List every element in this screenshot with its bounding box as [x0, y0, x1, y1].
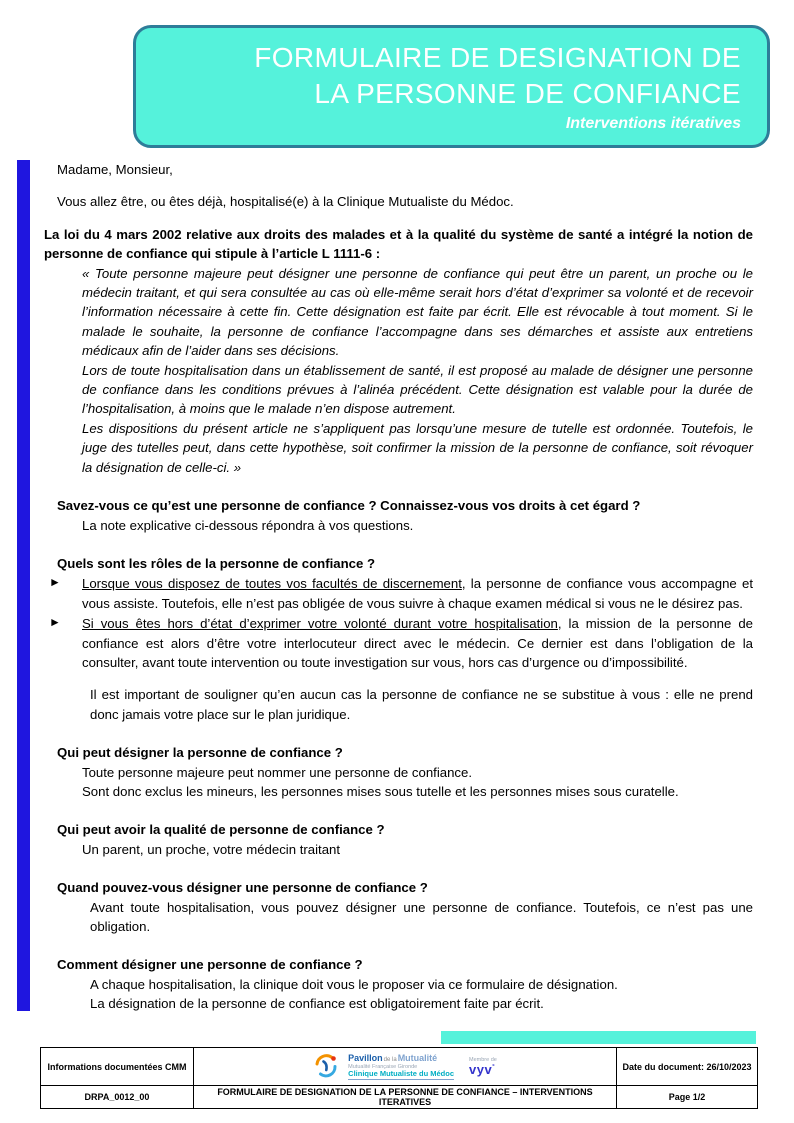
question-savez-heading: Savez-vous ce qu’est une personne de confiance ? Connaissez-vous vos droits à cet égard ?	[57, 498, 641, 514]
roles-bullet-1	[49, 574, 753, 613]
question-savez-answer: La note explicative ci-dessous répondra à vos questions.	[82, 517, 414, 533]
law-quote-paragraph-2: Lors de toute hospitalisation dans un établissement de santé, il est proposé au malade de désigner une personne de confiance dans les conditions prévues à l’alinéa précédent. Cette désignation est valable pour la durée de l’hospitalisation, à moins que le malade n’en dispose autrement.	[82, 362, 753, 417]
question-comment-answer-2: La désignation de la personne de confiance est obligatoirement faite par écrit.	[90, 996, 544, 1012]
roles-bullet-2-rest: , la mission de la personne de confiance est alors d’être votre interlocuteur direct avec le médecin. Ce dernier est dans l’obligation de la consulter, avant toute intervention ou toute investigation sur vous, hors cas d’urgence ou d’impossibilité.	[82, 616, 753, 670]
logo-line1-pavillon: Pavillon	[348, 1052, 383, 1063]
vyv-logo	[469, 1057, 497, 1076]
page-title-line1: FORMULAIRE DE DESIGNATION DE	[254, 42, 741, 73]
pavillon-mutualite-logo-icon	[313, 1053, 339, 1079]
logo-line2: Mutualité Française Gironde	[348, 1063, 418, 1070]
question-roles-heading: Quels sont les rôles de la personne de confiance ?	[57, 555, 376, 571]
roles-bullet-1-underlined: Lorsque vous disposez de toutes vos facultés de discernement	[82, 576, 462, 592]
triangle-bullet-icon: ►	[49, 575, 61, 590]
question-qualite-heading: Qui peut avoir la qualité de personne de confiance ?	[57, 822, 385, 838]
footer-table	[40, 1047, 758, 1109]
question-comment-answer-1: A chaque hospitalisation, la clinique doit vous le proposer via ce formulaire de désignation.	[90, 976, 618, 992]
footer-doc-ref-cell: DRPA_0012_00	[41, 1086, 194, 1109]
question-designer-answer-2: Sont donc exclus les mineurs, les personnes mises sous tutelle et les personnes mises sous curatelle.	[82, 783, 679, 799]
footer-page-number-cell: Page 1/2	[617, 1086, 758, 1109]
question-designer-answer-1: Toute personne majeure peut nommer une personne de confiance.	[82, 764, 473, 780]
header-banner	[133, 25, 770, 148]
vyv-wordmark: vyv	[469, 1061, 493, 1077]
footer-logo-cell	[194, 1048, 617, 1086]
question-quand-answer: Avant toute hospitalisation, vous pouvez désigner une personne de confiance. Toutefois, ce n’est pas une obligation.	[90, 899, 753, 934]
document-body	[44, 156, 753, 1014]
question-qualite-answer: Un parent, un proche, votre médecin traitant	[82, 841, 341, 857]
law-heading: La loi du 4 mars 2002 relative aux droits des malades et à la qualité du système de santé a intégré la notion de personne de confiance qui stipule à l’article L 1111-6 :	[44, 226, 753, 262]
clinic-logo	[196, 1053, 614, 1080]
left-margin-bar	[17, 160, 30, 1011]
question-designer-heading: Qui peut désigner la personne de confiance ?	[57, 745, 343, 761]
law-quote-paragraph-1: « Toute personne majeure peut désigner une personne de confiance qui peut être un parent, un proche ou le médecin traitant, et qui sera consultée au cas où elle-même serait hors d’état d’exprimer sa volonté et de recevoir l’information nécessaire à cette fin. Cette désignation est faite par écrit. Elle est révocable à tout moment. Si le malade le souhaite, la personne de confiance l’accompagne dans ses démarches et assiste aux entretiens médicaux afin de l’aider dans ses décisions.	[82, 265, 753, 359]
roles-bullet-2-underlined: Si vous êtes hors d’état d’exprimer votre volonté durant votre hospitalisation	[82, 616, 558, 632]
vyv-mark: °	[492, 1064, 496, 1071]
roles-bullet-2	[49, 614, 753, 672]
law-quote-block	[82, 264, 753, 477]
page-title-line2: LA PERSONNE DE CONFIANCE	[314, 78, 741, 109]
roles-note: Il est important de souligner qu’en aucun cas la personne de confiance ne se substitue à vous : elle ne prend donc jamais votre place sur le plan juridique.	[90, 687, 753, 722]
teal-divider-bar	[441, 1031, 756, 1044]
triangle-bullet-icon: ►	[49, 615, 61, 630]
vyv-member-label: Membre de	[469, 1056, 497, 1063]
intro-text: Vous allez être, ou êtes déjà, hospitalisé(e) à la Clinique Mutualiste du Médoc.	[57, 194, 514, 210]
question-comment-heading: Comment désigner une personne de confiance ?	[57, 957, 363, 973]
greeting-text: Madame, Monsieur,	[57, 162, 173, 177]
footer-doc-title-cell: FORMULAIRE DE DESIGNATION DE LA PERSONNE DE CONFIANCE – INTERVENTIONS ITERATIVES	[194, 1086, 617, 1109]
law-quote-paragraph-3: Les dispositions du présent article ne s’appliquent pas lorsqu’une mesure de tutelle est ordonnée. Toutefois, le juge des tutelles peut, dans cette hypothèse, soit confirmer la mission de la personne de confiance, soit révoquer la désignation de celle-ci. »	[82, 420, 753, 475]
logo-wordmark	[348, 1053, 454, 1080]
page-subtitle: Interventions itératives	[565, 115, 741, 132]
logo-line1-mutualite: Mutualité	[397, 1052, 438, 1063]
question-quand-heading: Quand pouvez-vous désigner une personne de confiance ?	[57, 880, 428, 896]
footer-doc-type-cell: Informations documentées CMM	[41, 1048, 194, 1086]
logo-line3-clinique: Clinique Mutualiste du Médoc	[348, 1070, 454, 1080]
logo-line1-dela: de la	[383, 1056, 397, 1063]
roles-bullet-1-rest: , la personne de confiance vous accompagne et vous assiste. Toutefois, elle n’est pas obligée de vous suivre à chaque examen médical si vous ne le désirez pas.	[82, 576, 753, 611]
footer-date-cell: Date du document: 26/10/2023	[617, 1048, 758, 1086]
